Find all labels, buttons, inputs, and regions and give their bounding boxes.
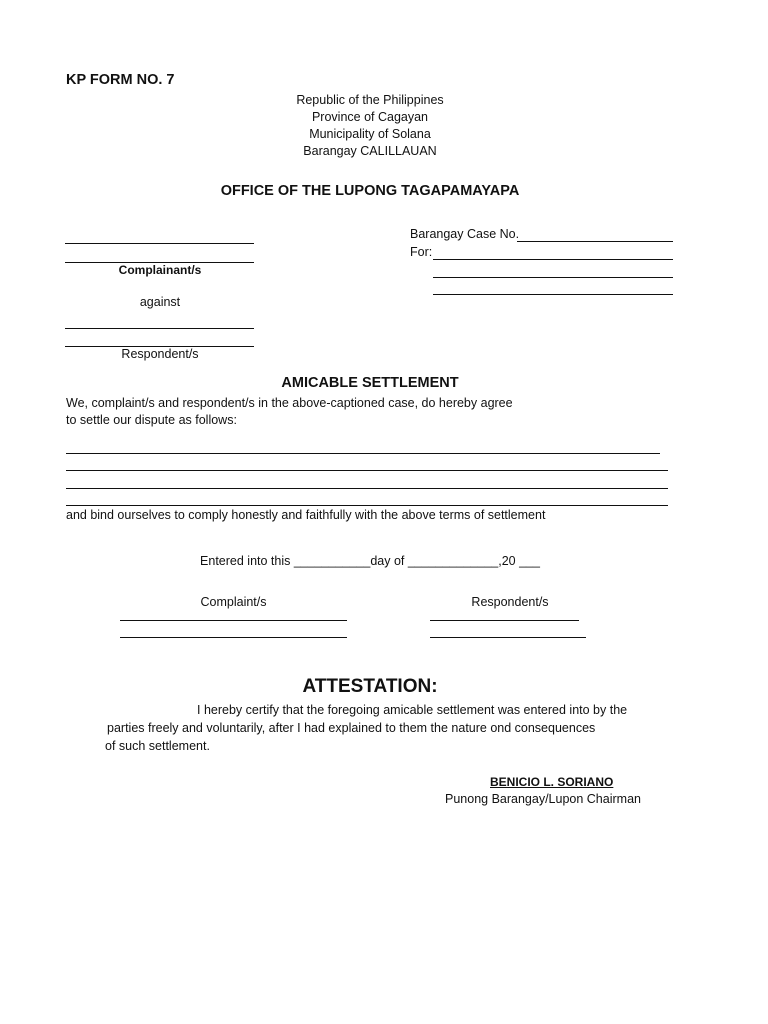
complainant-label: Complainant/s (118, 263, 202, 277)
chairman-title: Punong Barangay/Lupon Chairman (445, 792, 641, 806)
terms-line-4[interactable] (66, 505, 668, 506)
municipality-line: Municipality of Solana (309, 127, 431, 141)
for-line-3[interactable] (433, 294, 673, 295)
respondent-signature-line-2[interactable] (430, 637, 586, 638)
settlement-intro-line-1: We, complaint/s and respondent/s in the above-captioned case, do hereby agree (66, 396, 513, 410)
attestation-line-2: parties freely and voluntarily, after I had explained to them the nature ond consequences (107, 721, 596, 735)
barangay-line: Barangay CALILLAUAN (303, 144, 437, 158)
attestation-line-1: I hereby certify that the foregoing amicable settlement was entered into by the (197, 703, 628, 717)
attestation-title: ATTESTATION: (302, 676, 438, 697)
terms-line-3[interactable] (66, 488, 668, 489)
complainant-name-line-1[interactable] (65, 243, 254, 244)
respondents-signature-label: Respondent/s (471, 595, 549, 609)
terms-line-1[interactable] (66, 453, 660, 454)
entered-date-statement: Entered into this ___________day of _____________,20 ___ (200, 554, 540, 568)
complaint-signature-line-1[interactable] (120, 620, 347, 621)
attestation-line-3: of such settlement. (105, 739, 210, 753)
office-title: OFFICE OF THE LUPONG TAGAPAMAYAPA (220, 183, 520, 199)
terms-line-2[interactable] (66, 470, 668, 471)
chairman-name: BENICIO L. SORIANO (490, 775, 614, 789)
case-number-line[interactable] (517, 241, 673, 242)
against-label: against (139, 295, 181, 309)
for-line-1[interactable] (433, 259, 673, 260)
province-line: Province of Cagayan (311, 110, 429, 124)
for-line-2[interactable] (433, 277, 673, 278)
settlement-intro-line-2: to settle our dispute as follows: (66, 413, 237, 427)
respondent-label: Respondent/s (121, 347, 199, 361)
republic-line: Republic of the Philippines (296, 93, 444, 107)
complaints-signature-label: Complaint/s (200, 595, 267, 609)
respondent-name-line-1[interactable] (65, 328, 254, 329)
case-number-label: Barangay Case No. (410, 227, 520, 241)
respondent-signature-line-1[interactable] (430, 620, 579, 621)
government-header (0, 92, 740, 160)
settlement-intro (66, 395, 513, 429)
for-label: For: (410, 245, 433, 259)
settlement-title: AMICABLE SETTLEMENT (281, 375, 459, 391)
complaint-signature-line-2[interactable] (120, 637, 347, 638)
bind-statement: and bind ourselves to comply honestly and faithfully with the above terms of settlement (66, 508, 546, 522)
form-number: KP FORM NO. 7 (66, 72, 175, 88)
